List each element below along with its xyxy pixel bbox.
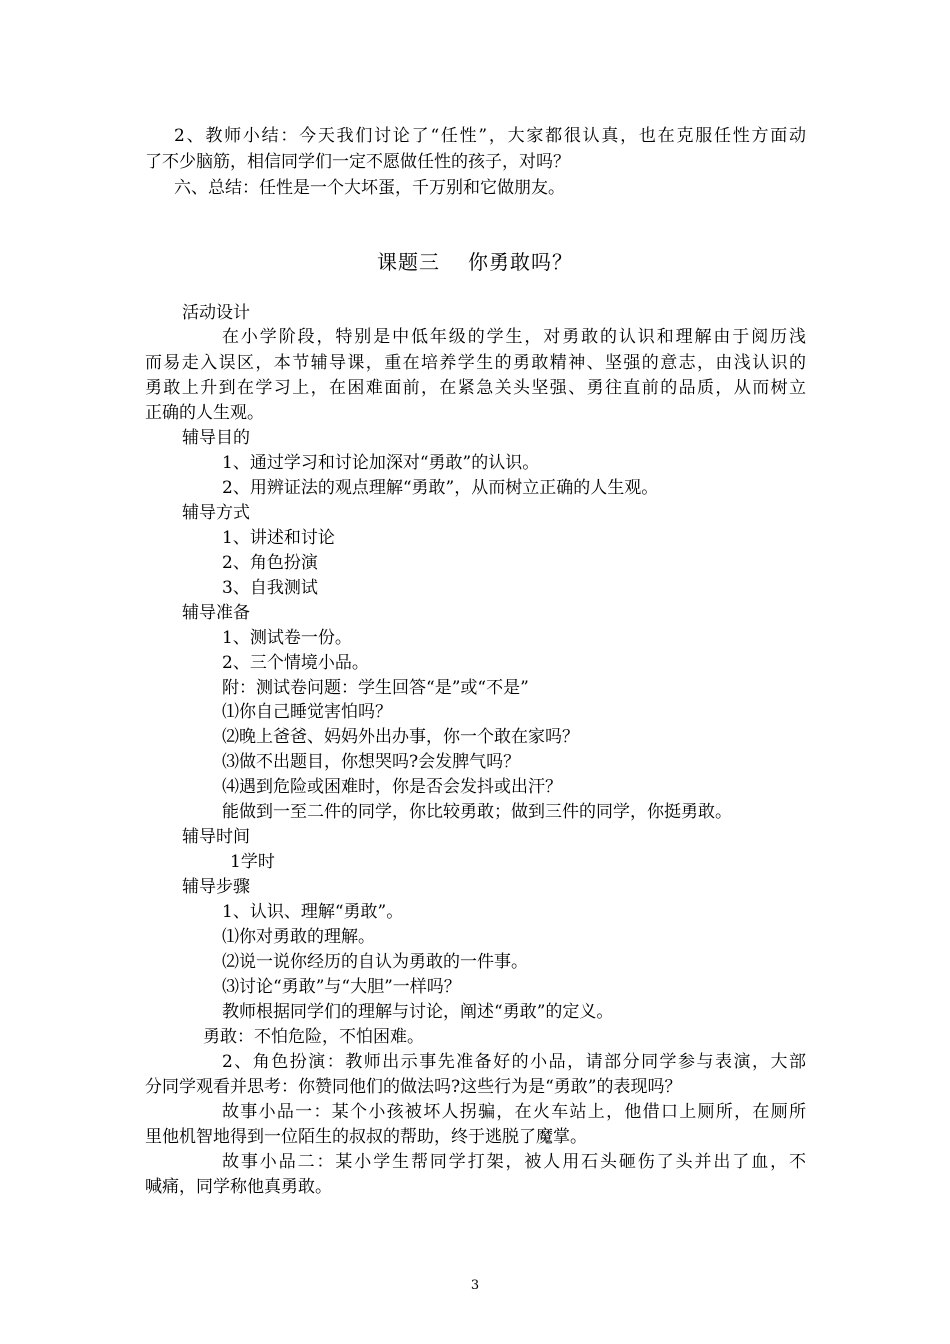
- method-item-2: 2、角色扮演: [222, 553, 318, 573]
- test-question-3: ⑶做不出题目，你想哭吗?会发脾气吗？: [222, 752, 521, 772]
- section-heading-goal: 辅导目的: [182, 428, 250, 448]
- section-heading-design: 活动设计: [182, 303, 250, 323]
- section-heading-method: 辅导方式: [182, 503, 250, 523]
- section-heading-steps: 辅导步骤: [182, 877, 250, 897]
- step-2-line-1: 2、角色扮演：教师出示事先准备好的小品，请部分同学参与表演，大部: [222, 1052, 806, 1072]
- time-value: 1学时: [230, 852, 275, 872]
- conclusion-line: 六、总结：任性是一个大坏蛋，千万别和它做朋友。: [174, 178, 565, 198]
- prep-item-1: 1、测试卷一份。: [222, 628, 352, 648]
- summary-line-2: 了不少脑筋，相信同学们一定不愿做任性的孩子，对吗？: [145, 152, 570, 172]
- test-question-1: ⑴你自己睡觉害怕吗？: [222, 702, 392, 722]
- test-result: 能做到一至二件的同学，你比较勇敢；做到三件的同学，你挺勇敢。: [222, 802, 732, 822]
- goal-item-2: 2、用辨证法的观点理解“勇敢”，从而树立正确的人生观。: [222, 478, 659, 498]
- goal-item-1: 1、通过学习和讨论加深对“勇敢”的认识。: [222, 453, 540, 473]
- test-question-2: ⑵晚上爸爸、妈妈外出办事，你一个敢在家吗？: [222, 727, 579, 747]
- design-paragraph-line-2: 而易走入误区，本节辅导课，重在培养学生的勇敢精神、坚强的意志，由浅认识的: [145, 353, 806, 373]
- lesson-title-number: 课题三: [377, 250, 440, 274]
- method-item-3: 3、自我测试: [222, 578, 318, 598]
- design-paragraph-line-3: 勇敢上升到在学习上，在困难面前，在紧急关头坚强、勇往直前的品质，从而树立: [145, 378, 806, 398]
- step-1-sub-3: ⑶讨论“勇敢”与“大胆”一样吗？: [222, 977, 461, 997]
- story-1-line-2: 里他机智地得到一位陌生的叔叔的帮助，终于逃脱了魔掌。: [145, 1127, 587, 1147]
- test-question-4: ⑷遇到危险或困难时，你是否会发抖或出汗？: [222, 777, 562, 797]
- test-note: 附：测试卷问题：学生回答“是”或“不是”: [222, 678, 529, 698]
- courage-definition: 勇敢：不怕危险，不怕困难。: [203, 1027, 424, 1047]
- step-1-sub-2: ⑵说一说你经历的自认为勇敢的一件事。: [222, 952, 528, 972]
- section-heading-prep: 辅导准备: [182, 603, 250, 623]
- story-2-line-2: 喊痛，同学称他真勇敢。: [145, 1177, 332, 1197]
- story-2-line-1: 故事小品二：某小学生帮同学打架，被人用石头砸伤了头并出了血，不: [222, 1152, 806, 1172]
- design-paragraph-line-1: 在小学阶段，特别是中低年级的学生，对勇敢的认识和理解由于阅历浅: [222, 327, 806, 347]
- step-2-line-2: 分同学观看并思考：你赞同他们的做法吗?这些行为是“勇敢”的表现吗？: [145, 1077, 682, 1097]
- story-1-line-1: 故事小品一：某个小孩被坏人拐骗，在火车站上，他借口上厕所，在厕所: [222, 1102, 806, 1122]
- method-item-1: 1、讲述和讨论: [222, 528, 335, 548]
- lesson-title: [0, 248, 950, 276]
- summary-line-1: 2、教师小结：今天我们讨论了“任性”，大家都很认真，也在克服任性方面动: [174, 126, 806, 146]
- page-number: 3: [470, 1278, 480, 1293]
- step-1-explain: 教师根据同学们的理解与讨论，阐述“勇敢”的定义。: [222, 1002, 614, 1022]
- step-1: 1、认识、理解“勇敢”。: [222, 902, 404, 922]
- step-1-sub-1: ⑴你对勇敢的理解。: [222, 927, 375, 947]
- lesson-title-name: 你勇敢吗？: [468, 250, 573, 274]
- section-heading-time: 辅导时间: [182, 827, 250, 847]
- prep-item-2: 2、三个情境小品。: [222, 653, 369, 673]
- design-paragraph-line-4: 正确的人生观。: [145, 403, 264, 423]
